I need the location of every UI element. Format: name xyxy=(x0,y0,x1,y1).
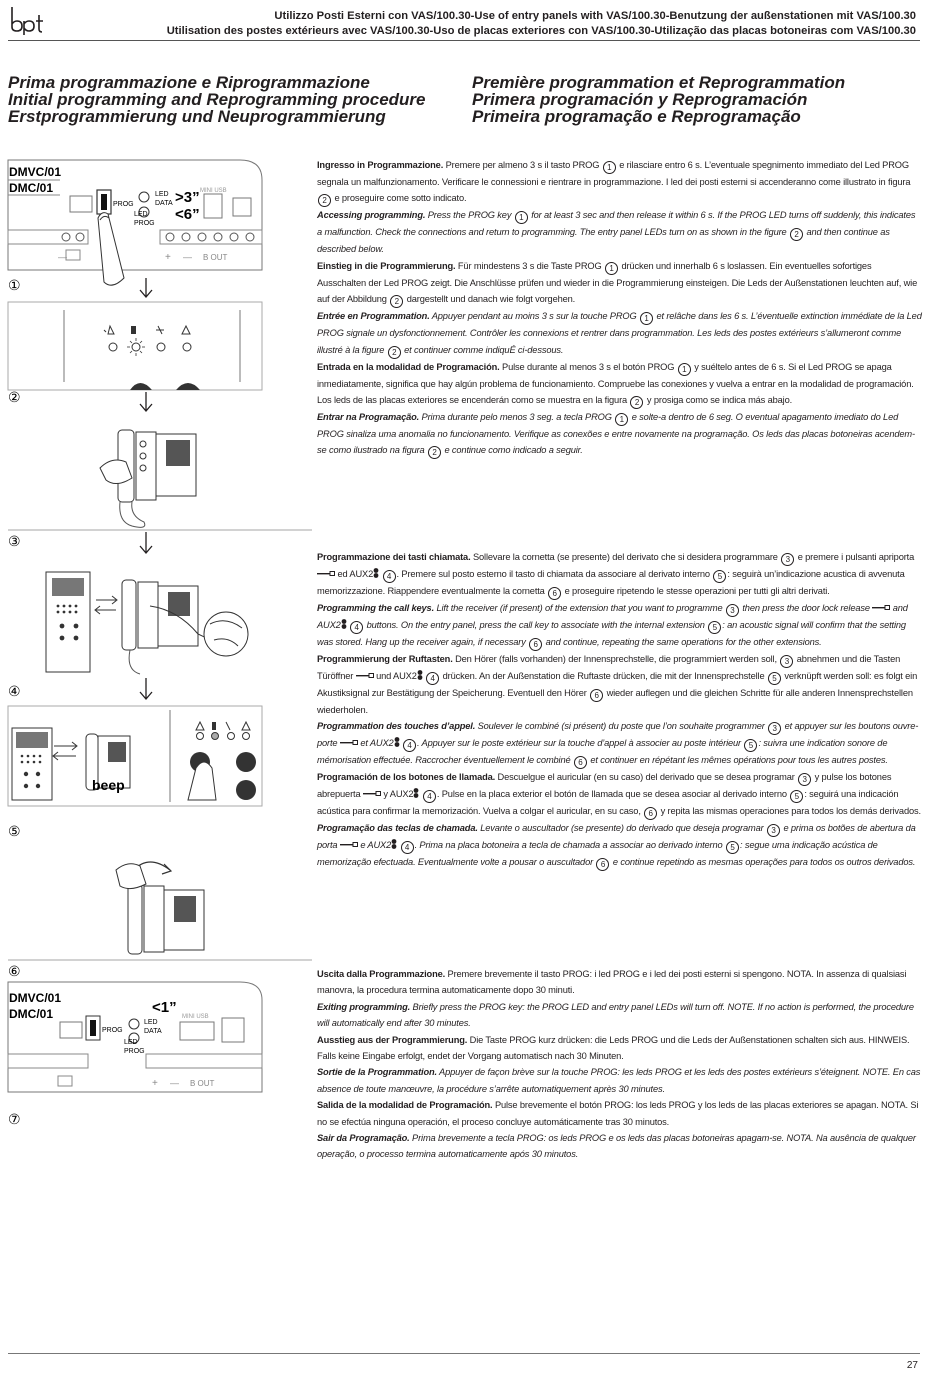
down-arrow-4 xyxy=(140,678,152,699)
led-data-2-label-2: DATA xyxy=(144,1028,162,1035)
title-fr: Première programmation et Reprogrammation xyxy=(472,73,846,92)
down-arrow-3 xyxy=(140,532,152,553)
aux2-icon xyxy=(391,839,397,849)
time-less-6s: <6” xyxy=(175,206,200,223)
door-key-icon xyxy=(317,571,335,576)
panel-label-dmc: DMC/01 xyxy=(9,181,54,195)
b-out-label-2: B OUT xyxy=(190,1079,215,1088)
panel-label-dmc-2: DMC/01 xyxy=(9,1007,54,1021)
para-en: Accessing programming. Press the PROG key 1 for at least 3 sec and then release it within 6 s. If the PROG LED turns off suddenly, this indicates a malfunction. Check the connections and return to programming. The entry panel LEDs turn on as shown in the figure 2 and then continue as described below. xyxy=(317,210,916,255)
para-es-3: Salida de la modalidad de Programación. Pulse brevemente el botón PROG: los leds PROG y los leds de las placas exteriores se apagan. NOTA. Si no se efectúa ninguna operación, el proceso concluye automáticamente tras 30 minutos. xyxy=(317,1100,919,1127)
title-pt: Primeira programação e Reprogramação xyxy=(472,107,801,126)
text-section-exit xyxy=(317,966,922,1163)
step-number-4: ④ xyxy=(8,683,21,699)
text-section-call-keys xyxy=(317,549,922,871)
aux2-icon xyxy=(413,788,419,798)
para-en-2: Programming the call keys. Lift the receiver (if present) of the extension that you want to programme 3 then press the door lock release and AUX2 4 buttons. On the entry panel, press the call key to associate with the internal extension 5 : an acoustic signal will confirm that the setting was stored. Hang up the receiver again, if necessary 6 and continue, repeating the same operations for the other extensions. xyxy=(317,603,908,649)
page-number: 27 xyxy=(906,1360,918,1371)
section-title-left xyxy=(8,74,426,125)
step-number-1: ① xyxy=(8,277,21,293)
prog-label-2: PROG xyxy=(102,1027,123,1034)
led-data-2-label-1: LED xyxy=(144,1019,158,1026)
led-prog-label-2: PROG xyxy=(134,220,155,227)
aux2-icon xyxy=(341,619,347,629)
para-es: Entrada en la modalidad de Programación. Pulse durante al menos 3 s el botón PROG 1 y suéltelo antes de 6 s. Si el Led PROG se apaga inmediatamente, significa que hay algún problema de funcionamiento. Compruebe las conexiones y vuelva a entrar en la modalidad de programación. Los leds de las placas exteriores se encenderán como se muestra en la figura 2 y prosiga como se indica más abajo. xyxy=(317,361,914,408)
figure-3-call-key xyxy=(46,572,248,674)
para-en-3: Exiting programming. Briefly press the PROG key: the PROG LED and entry panel LEDs will turn off. NOTE. If no action is performed, the procedure will automatically end after 30 minutes. xyxy=(317,1001,914,1029)
para-de-3: Ausstieg aus der Programmierung. Die Taste PROG kurz drücken: die Leds PROG und die Leds der Außenstationen schalten sich aus. HINWEIS. Falls keine Eingabe erfolgt, endet der Vorgang automatisch nach 30 Minuten. xyxy=(317,1034,910,1062)
figure-handset xyxy=(100,430,196,527)
title-it: Prima programmazione e Riprogrammazione xyxy=(8,73,370,92)
title-en: Initial programming and Reprogramming procedure xyxy=(8,90,426,109)
aux2-icon xyxy=(394,737,400,747)
para-it-3: Uscita dalla Programmazione. Premere brevemente il tasto PROG: i led PROG e i led dei posti esterni si spengono. NOTA. In assenza di qualsiasi manovra, la procedura termina automaticamente dopo 30 minuti. xyxy=(317,969,907,996)
panel-label-dmvc: DMVC/01 xyxy=(9,165,62,179)
para-pt-3: Sair da Programação. Prima brevemente a tecla PROG: os leds PROG e os leds das placas botoneiras apagam-se. NOTA. Na ausência de qualquer operação, o processo termina automaticamente após 30 minutos. xyxy=(317,1133,916,1160)
footer-rule xyxy=(8,1353,920,1354)
figure-6-module xyxy=(8,982,262,1092)
para-fr-3: Sortie de la Programmation. Appuyer de façon brève sur la touche PROG: les leds PROG et les leds des postes extérieurs s’éteignent. NOTE. En cas absence de toute manœuvre, la procédure s’arrête automatiquement après 30 minutes. xyxy=(317,1067,921,1094)
bpt-logo xyxy=(8,4,48,36)
para-pt: Entrar na Programação. Prima durante pelo menos 3 seg. a tecla PROG 1 e solte-a dentro de 6 seg. O eventual apagamento imediato do Led PROG sinaliza uma anomalia no funcionamento. Verifique as conexões e entre novamente na programação. Os leds das placas botoneiras acendem-se como ilustrado na figura 2 e continue como indicado a seguir. xyxy=(317,412,915,458)
door-key-icon xyxy=(356,673,374,678)
mini-usb-label-2: MINI USB xyxy=(182,1014,209,1020)
led-data-label-1: LED xyxy=(155,191,169,198)
title-de: Erstprogrammierung und Neuprogrammierung xyxy=(8,107,386,126)
led-2-lit xyxy=(132,343,140,351)
header-line-2: Utilisation des postes extérieurs avec VAS/100.30-Uso de placas exteriores con VAS/100.30-Utilização das placas botoneiras com VAS/100.30 xyxy=(166,25,916,37)
title-es: Primera programación y Reprogramación xyxy=(472,90,808,109)
door-key-icon xyxy=(872,605,890,610)
time-more-3s: >3” xyxy=(175,189,200,206)
para-pt-2: Programação das teclas de chamada. Levante o auscultador (se presente) do derivado que deseja programar 3 e prima os botões de abertura da porta e AUX2 4 . Prima na placa botoneira a tecla de chamada a associar ao derivado interno 5 : segue uma indicação acústica de memorização efectuada. Eventualmente volte a pousar o auscultador 6 e continue repetindo as mesmas operações para todos os outros derivados. xyxy=(317,823,916,870)
minus-sign: — xyxy=(58,252,67,262)
down-arrow-2 xyxy=(140,392,152,411)
section-title-right xyxy=(472,74,845,125)
door-key-icon xyxy=(340,842,358,847)
page-header xyxy=(167,9,916,39)
figure-2-entry-panel xyxy=(8,302,262,390)
door-key-icon xyxy=(340,740,358,745)
para-fr: Entrée en Programmation. Appuyer pendant au moins 3 s sur la touche PROG 1 et relâche dans les 6 s. L’éventuelle extinction immédiate de la Led PROG signale un dysfonctionnement. Contrôler les connexions et rentrer dans programmation. Les leds des postes extérieurs s’allumeront comme illustré à la figure 2 et continuer comme indiquÉ ci-dessous. xyxy=(317,311,922,357)
figure-4-beep xyxy=(8,706,262,806)
para-es-2: Programación de los botones de llamada. Descuelgue el auricular (en su caso) del derivado que se desea programar 3 y pulse los botones abrepuerta y AUX2 4 . Pulse en la placa exterior el botón de llamada que se desea asociar al derivado interno 5 : seguirá una indicación acústica para confirmar la memorización. Vuelva a colgar el auricular, en su caso, 6 y repita las mismas operaciones para todos los demás derivados. xyxy=(317,772,921,819)
step-number-3: ③ xyxy=(8,533,21,549)
led-1 xyxy=(109,343,117,351)
led-data-label-2: DATA xyxy=(155,200,173,207)
step-number-2: ② xyxy=(8,389,21,405)
led-4 xyxy=(183,343,191,351)
step-number-6: ⑥ xyxy=(8,963,21,979)
led-prog-2-label-2: PROG xyxy=(124,1048,145,1055)
header-rule xyxy=(8,40,920,41)
led-prog-label-1: LED xyxy=(134,211,148,218)
down-arrow-1 xyxy=(140,278,152,297)
aux2-icon xyxy=(417,670,423,680)
header-line-1: Utilizzo Posti Esterni con VAS/100.30-Use of entry panels with VAS/100.30-Benutzung der außenstationen mit VAS/100.30 xyxy=(274,10,916,22)
aux2-icon xyxy=(373,568,379,578)
time-less-1s: <1” xyxy=(152,999,177,1016)
para-it-2: Programmazione dei tasti chiamata. Sollevare la cornetta (se presente) del derivato che si desidera programmare 3 e premere i pulsanti apriporta ed AUX2 4 . Premere sul posto esterno il tasto di chiamata da associare al derivato interno 5 : seguirà un’indicazione acustica di avvenuta memorizzazione. Riappendere eventualmente la cornetta 6 e proseguire ripetendo le stesse operazioni per tutti gli altri derivati. xyxy=(317,552,915,598)
step-number-5: ⑤ xyxy=(8,823,21,839)
door-key-icon xyxy=(363,791,381,796)
beep-label: beep xyxy=(92,777,125,793)
para-fr-2: Programmation des touches d’appel. Soulever le combiné (si présent) du poste que l’on souhaite programmer 3 et appuyer sur les boutons ouvre-porte et AUX2 4 . Appuyer sur le poste extérieur sur la touche d’appel à associer au poste intérieur 5 : suivra une indication sonore de mémorisation effectuée. Raccrocher éventuellement le combiné 6 et continuer en répétant les mêmes opérations pour tous les autres postes. xyxy=(317,721,919,768)
panel-label-dmvc-2: DMVC/01 xyxy=(9,991,62,1005)
prog-label: PROG xyxy=(113,201,134,208)
text-section-access xyxy=(317,157,922,459)
b-out-label: B OUT xyxy=(203,253,228,262)
mini-usb-label: MINI USB xyxy=(200,188,227,194)
para-it: Ingresso in Programmazione. Premere per almeno 3 s il tasto PROG 1 e rilasciare entro 6 s. L’eventuale spegnimento immediato del Led PROG segnala un malfunzionamento. Verificare le connessioni e rientrare in programmazione. I led dei posti esterni si accenderanno come illustrato in figura 2 e proseguire come sotto indicato. xyxy=(317,160,911,206)
figure-5-hang-up xyxy=(116,862,204,954)
figure-1-module xyxy=(8,160,262,285)
para-de-2: Programmierung der Ruftasten. Den Hörer (falls vorhanden) der Innensprechstelle, die programmiert werden soll, 3 abnehmen und die Tasten Türöffner und AUX2 4 drücken. An der Außenstation die Ruftaste drücken, die mit der Innensprechstelle 5 verknüpft werden soll: es folgt ein Akustiksignal zur Bestätigung der Speicherung. Eventuell den Hörer 6 wieder auflegen und die gleichen Schritte für alle anderen Innensprechstellen wiederholen. xyxy=(317,654,918,715)
minus-sign-3: — xyxy=(170,1078,179,1088)
step-number-7: ⑦ xyxy=(8,1111,21,1127)
led-3 xyxy=(157,343,165,351)
illustration-column xyxy=(0,150,312,1150)
led-prog-2-label-1: LED xyxy=(124,1039,138,1046)
plus-sign-2: + xyxy=(152,1078,158,1089)
para-de: Einstieg in die Programmierung. Für mindestens 3 s die Taste PROG 1 drücken und innerhalb 6 s loslassen. Ein eventuelles sofortiges Ausschalten der Led PROG zeigt. Die Anschlüsse prüfen und wieder in die Programmierung einsteigen. Die Leds der Außenstationen leuchten auf, wie auf der Abbildung 2 dargestellt und danach wie folgt vorgehen. xyxy=(317,260,918,307)
plus-sign: + xyxy=(165,252,171,263)
minus-sign-2: — xyxy=(183,252,192,262)
